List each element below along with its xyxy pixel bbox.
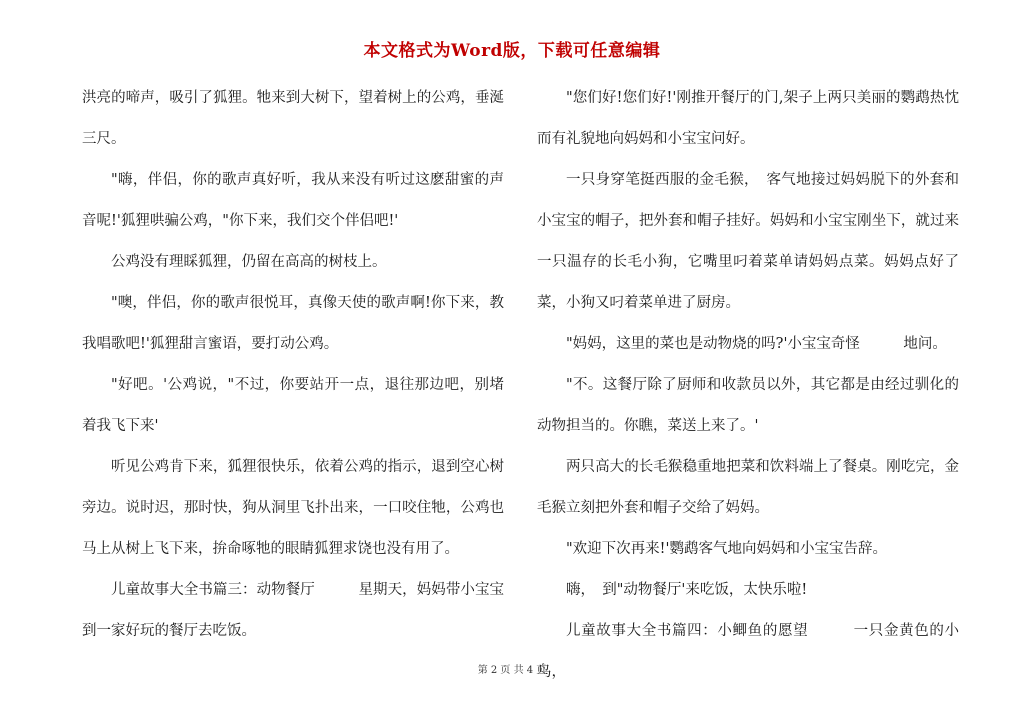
section-heading-paragraph: 儿童故事大全书篇三：动物餐厅 星期天，妈妈带小宝宝到一家好玩的餐厅去吃饭。 [82,582,504,639]
paragraph: 嗨， 到"动物餐厅'来吃饭，太快乐啦! [566,582,808,598]
paragraph: 公鸡没有理睬狐狸，仍留在高高的树枝上。 [111,254,387,270]
left-text-column [82,78,504,652]
paragraph: 听见公鸡肯下来，狐狸很快乐，依着公鸡的指示，退到空心树旁边。说时迟，那时快，狗从洞里飞扑出来，一口咬住牠，公鸡也马上从树上飞下来，拚命啄牠的眼睛狐狸求饶也没有用了。 [82,459,504,557]
section-heading-paragraph: 儿童故事大全书篇四：小鲫鱼的愿望 一只金黄色的小鸟， [537,623,959,680]
paragraph: 一只身穿笔挺西服的金毛猴， 客气地接过妈妈脱下的外套和小宝宝的帽子，把外套和帽子挂好。妈妈和小宝宝刚坐下，就过来一只温存的长毛小狗，它嘴里叼着菜单请妈妈点菜。妈妈点好了菜，小狗又叼着菜单进了厨房。 [537,172,959,311]
paragraph: "妈妈，这里的菜也是动物烧的吗?'小宝宝奇怪 地问。 [566,336,947,352]
document-header: 本文格式为Word版，下载可任意编辑 [363,41,661,61]
paragraph: 两只高大的长毛猴稳重地把菜和饮料端上了餐桌。刚吃完，金毛猴立刻把外套和帽子交给了妈妈。 [537,459,959,516]
paragraph: "噢，伴侣，你的歌声很悦耳，真像天使的歌声啊!你下来，教我唱歌吧!'狐狸甜言蜜语，要打动公鸡。 [82,295,504,352]
paragraph: "好吧。'公鸡说，"不过，你要站开一点，退往那边吧，别堵着我飞下来' [82,377,504,434]
paragraph: "您们好!您们好!'刚推开餐厅的门,架子上两只美丽的鹦鹉热忱而有礼貌地向妈妈和小宝宝问好。 [537,90,959,147]
paragraph: "不。这餐厅除了厨师和收款员以外，其它都是由经过驯化的动物担当的。你瞧，菜送上来了。' [537,377,959,434]
right-text-column [537,78,959,693]
page-number: 第 2 页 共 4 页 [477,665,547,676]
paragraph: "嗨，伴侣，你的歌声真好听，我从来没有听过这麽甜蜜的声音呢!'狐狸哄骗公鸡，"你下来，我们交个伴侣吧!' [82,172,504,229]
paragraph: "欢迎下次再来!'鹦鹉客气地向妈妈和小宝宝告辞。 [566,541,887,557]
paragraph: 洪亮的啼声，吸引了狐狸。牠来到大树下，望着树上的公鸡，垂涎三尺。 [82,90,504,147]
